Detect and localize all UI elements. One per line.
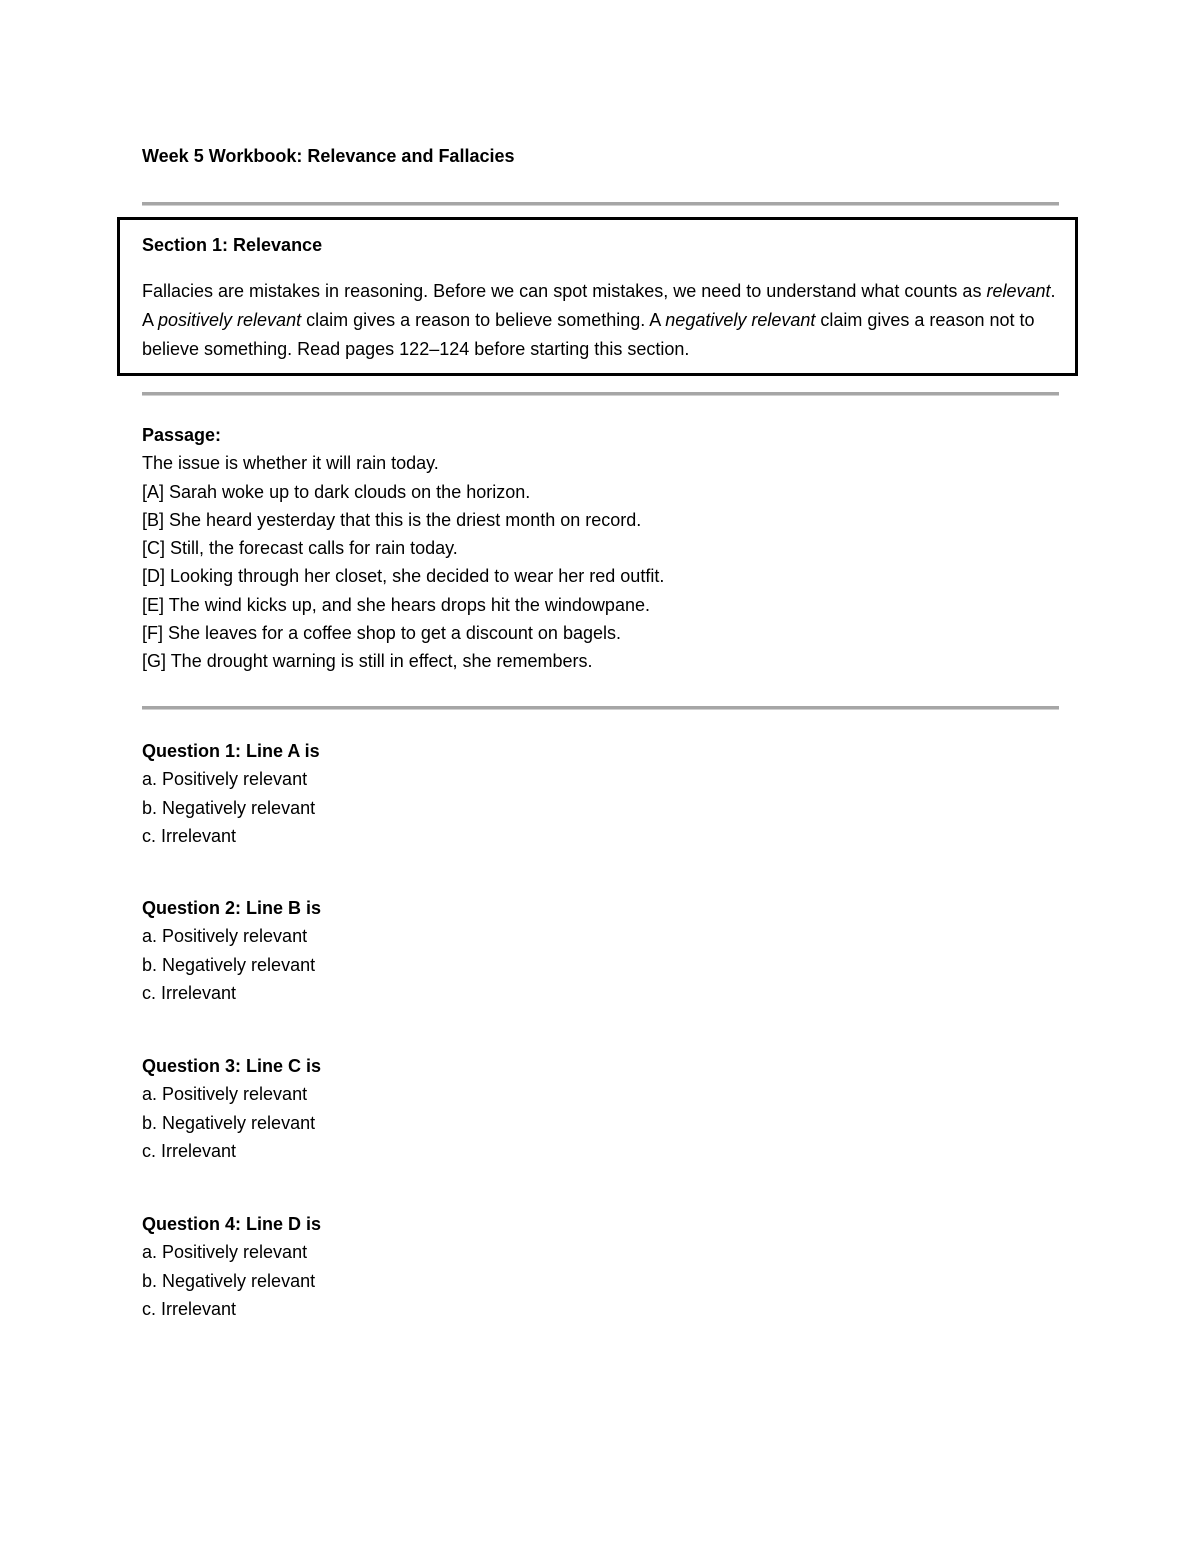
section-body-emphasis: relevant [986, 281, 1051, 301]
answer-option-c: c. Irrelevant [142, 825, 237, 846]
horizontal-rule [142, 202, 1059, 206]
answer-option-c: c. Irrelevant [142, 982, 237, 1003]
answer-option-a: a. Positively relevant [142, 1242, 308, 1263]
line-text: Looking through her closet, she decided to wear her red outfit. [165, 566, 665, 587]
horizontal-rule [142, 706, 1059, 710]
answer-option-b: b. Negatively relevant [142, 1112, 316, 1133]
line-text: She leaves for a coffee shop to get a discount on bagels. [163, 623, 621, 644]
passage-label: Passage: [142, 425, 222, 445]
passage-line-c [142, 534, 664, 562]
answer-option-b: b. Negatively relevant [142, 1270, 316, 1291]
answer-option-a: a. Positively relevant [142, 1084, 308, 1105]
answer-option-a: a. Positively relevant [142, 926, 308, 947]
horizontal-rule [142, 392, 1059, 396]
document-title: Week 5 Workbook: Relevance and Fallacies [142, 146, 515, 166]
answer-option-b: b. Negatively relevant [142, 954, 316, 975]
line-key: [E] [142, 594, 165, 615]
question-title: Question 3: Line C is [142, 1056, 322, 1076]
answer-option-c: c. Irrelevant [142, 1140, 237, 1161]
section-body-text: claim gives a reason not to believe something. Read pages 122–124 before starting this section. [142, 310, 1035, 359]
line-key: [D] [142, 566, 166, 587]
section-body-text: . A [142, 281, 1056, 330]
line-key: [C] [142, 538, 166, 559]
answer-option-a: a. Positively relevant [142, 769, 308, 790]
question-1 [142, 737, 320, 850]
passage-line-a [142, 478, 664, 506]
line-text: The wind kicks up, and she hears drops hit the windowpane. [164, 594, 650, 615]
line-text: Sarah woke up to dark clouds on the horizon. [164, 481, 531, 502]
passage-line-f [142, 619, 664, 647]
line-key: [A] [142, 481, 165, 502]
question-title: Question 1: Line A is [142, 741, 320, 761]
passage-line-g [142, 647, 664, 675]
question-title: Question 4: Line D is [142, 1214, 322, 1234]
line-key: [F] [142, 623, 163, 644]
passage-issue: The issue is whether it will rain today. [142, 453, 439, 474]
question-title: Question 2: Line B is [142, 898, 322, 918]
passage-line-b [142, 506, 664, 534]
section-heading: Section 1: Relevance [142, 235, 323, 255]
line-key: [G] [142, 651, 167, 672]
passage-line-e [142, 591, 664, 619]
answer-option-b: b. Negatively relevant [142, 797, 316, 818]
section-body-text: Fallacies are mistakes in reasoning. Before we can spot mistakes, we need to understand what counts as [142, 281, 987, 301]
line-text: Still, the forecast calls for rain today. [165, 538, 458, 559]
passage-line-d [142, 562, 664, 590]
question-2 [142, 894, 321, 1007]
section-body-emphasis: positively relevant [158, 310, 302, 330]
answer-option-c: c. Irrelevant [142, 1298, 237, 1319]
line-text: The drought warning is still in effect, she remembers. [166, 651, 593, 672]
section-box [117, 217, 1078, 376]
section-body-text: claim gives a reason to believe something. A [301, 310, 666, 330]
question-3 [142, 1052, 321, 1165]
line-key: [B] [142, 509, 165, 530]
line-text: She heard yesterday that this is the driest month on record. [164, 509, 642, 530]
section-body [142, 277, 1067, 364]
question-4 [142, 1210, 321, 1323]
section-body-emphasis: negatively relevant [665, 310, 816, 330]
passage [142, 421, 664, 676]
